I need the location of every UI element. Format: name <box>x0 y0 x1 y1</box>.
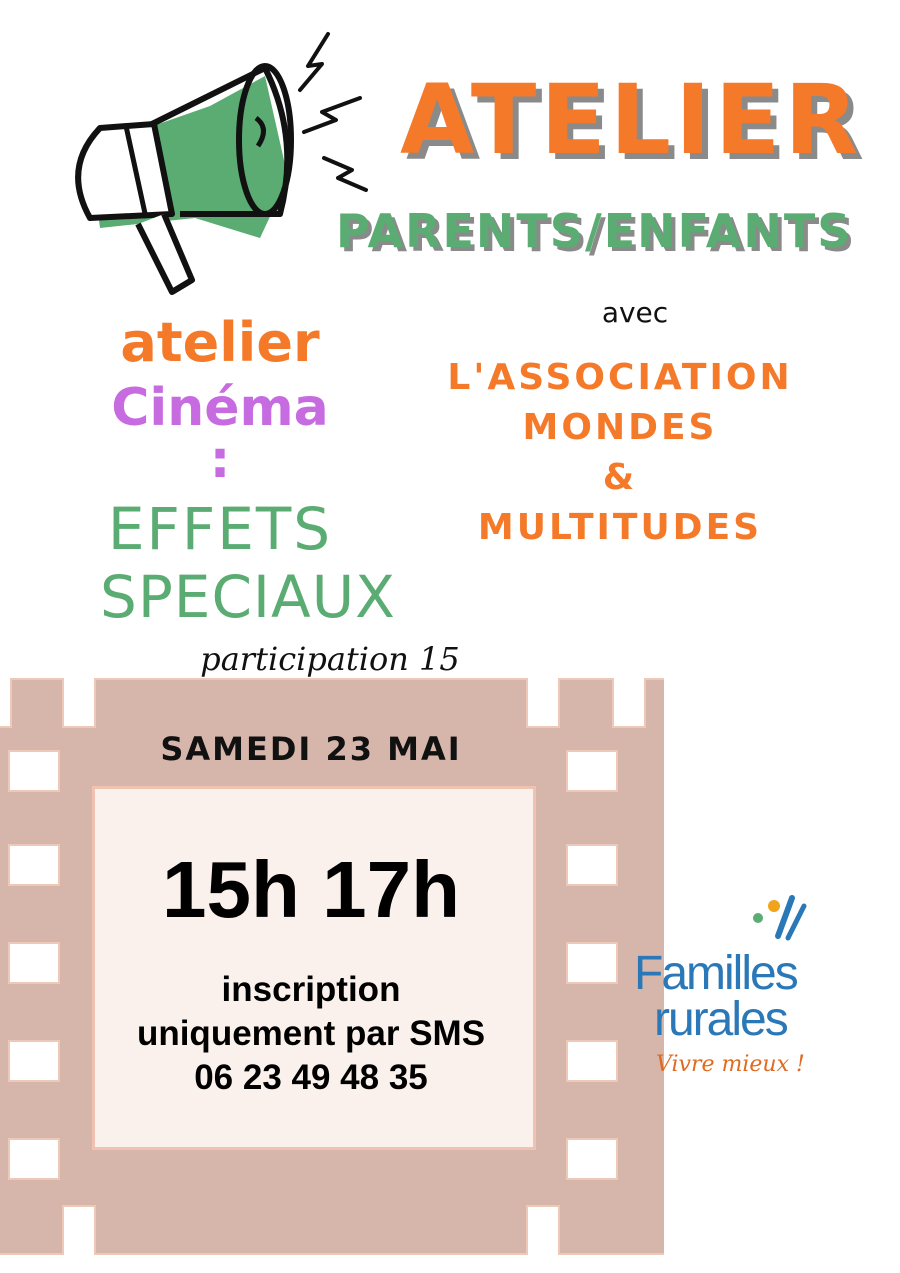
workshop-line-effets: EFFETS <box>107 495 333 563</box>
association-line: L'ASSOCIATION <box>447 357 793 398</box>
phone-number: 06 23 49 48 35 <box>194 1058 428 1097</box>
association-line: & <box>602 457 638 498</box>
avec-label: avec <box>601 296 669 329</box>
megaphone-icon <box>60 28 380 308</box>
association-line: MULTITUDES <box>477 507 763 548</box>
subtitle: PARENTS/ENFANTS <box>336 204 853 258</box>
event-date: SAMEDI 23 MAI <box>160 730 462 768</box>
participation-fee: participation 15 <box>200 640 460 678</box>
workshop-line-speciaux: SPECIAUX <box>100 563 396 631</box>
logo-word-familles: Familles <box>634 947 797 1000</box>
workshop-line-cinema: Cinéma : <box>111 378 329 490</box>
workshop-line-atelier: atelier <box>120 311 320 374</box>
workshop-topic <box>100 311 396 631</box>
association-line: MONDES <box>522 407 718 448</box>
registration-line: inscription <box>221 970 401 1009</box>
association-name <box>420 357 820 560</box>
main-title: ATELIER <box>400 64 863 176</box>
logo-tagline: Vivre mieux ! <box>656 1052 805 1077</box>
registration-info <box>92 968 530 1100</box>
registration-line: uniquement par SMS <box>136 1014 486 1053</box>
familles-rurales-logo <box>634 892 844 1087</box>
logo-word-rurales: rurales <box>654 993 787 1046</box>
event-hours: 15h 17h <box>162 845 460 934</box>
